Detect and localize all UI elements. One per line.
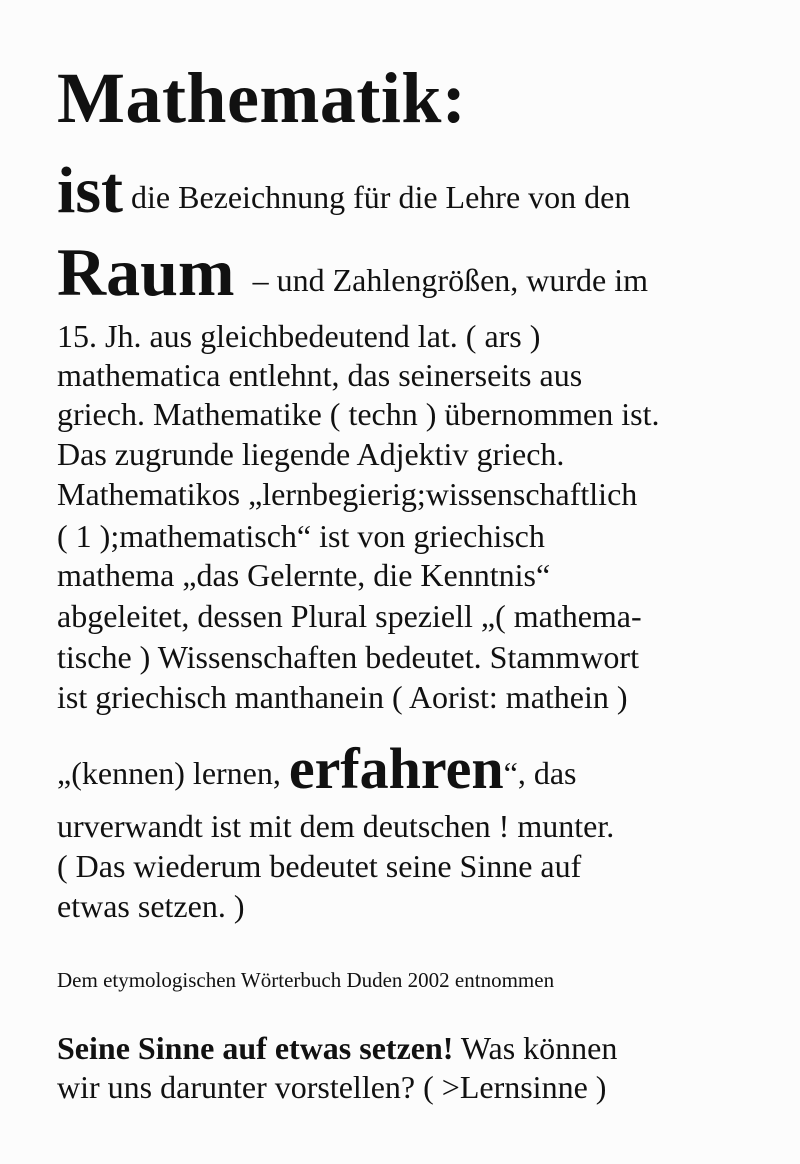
body-line: 15. Jh. aus gleichbedeutend lat. ( ars ) bbox=[57, 318, 541, 354]
text-line-ist bbox=[57, 154, 631, 227]
text-segment: – und Zahlengrößen, wurde im bbox=[252, 262, 649, 298]
emphasis-erfahren: erfahren bbox=[288, 736, 504, 801]
body-line: Mathematikos „lernbegierig;wissenschaftlich bbox=[57, 476, 638, 512]
source-note: Dem etymologischen Wörterbuch Duden 2002 entnommen bbox=[57, 968, 555, 992]
closing-line-2: wir uns darunter vorstellen? ( >Lernsinne ) bbox=[57, 1069, 607, 1105]
closing-emphasis: Seine Sinne auf etwas setzen! bbox=[57, 1030, 454, 1066]
body-line: abgeleitet, dessen Plural speziell „( mathema- bbox=[57, 598, 642, 634]
text-line-erfahren bbox=[57, 736, 577, 801]
body-line: mathematica entlehnt, das seinerseits aus bbox=[57, 357, 583, 393]
closing-line-1 bbox=[57, 1032, 617, 1064]
body-line: ist griechisch manthanein ( Aorist: mathein ) bbox=[57, 679, 628, 715]
body-line: tische ) Wissenschaften bedeutet. Stammwort bbox=[57, 639, 639, 675]
text-segment: „(kennen) lernen, bbox=[57, 755, 289, 791]
page-title: Mathematik: bbox=[57, 58, 467, 138]
body-line: mathema „das Gelernte, die Kenntnis“ bbox=[57, 557, 551, 593]
body-line: griech. Mathematike ( techn ) übernommen ist. bbox=[57, 396, 660, 432]
body-line: Das zugrunde liegende Adjektiv griech. bbox=[57, 436, 565, 472]
body-line: ( 1 );mathematisch“ ist von griechisch bbox=[57, 518, 545, 554]
emphasis-ist: ist bbox=[57, 154, 123, 227]
body-line: urverwandt ist mit dem deutschen ! munter. bbox=[57, 808, 615, 844]
text-segment: “, das bbox=[503, 755, 577, 791]
body-line: etwas setzen. ) bbox=[57, 888, 245, 924]
text-segment: die Bezeichnung für die Lehre von den bbox=[131, 179, 631, 215]
closing-text: Was können bbox=[453, 1030, 618, 1066]
body-line: ( Das wiederum bedeutet seine Sinne auf bbox=[57, 848, 582, 884]
emphasis-raum: Raum bbox=[57, 234, 235, 310]
text-line-raum bbox=[57, 234, 649, 310]
